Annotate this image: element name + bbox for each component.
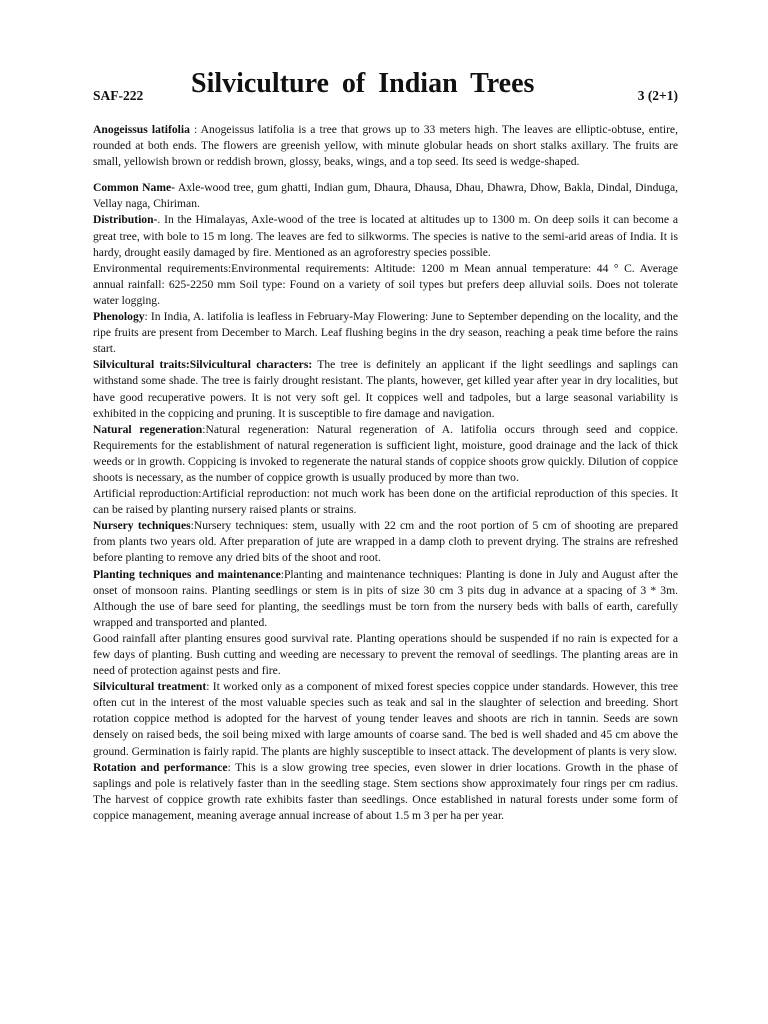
paragraph-text: :Nursery techniques: stem, usually with 22 cm and the root portion of 5 cm of shooting are prepared from plants two years old. After preparation of jute are wrapped in a damp cloth to prevent drying. The strains are refreshed before planting to remove any dried bits of the shoot and root. (93, 519, 678, 565)
page-title: Silviculture of Indian Trees (191, 68, 535, 99)
page-header (93, 66, 678, 106)
paragraph-silvicultural-treatment (93, 679, 678, 759)
paragraph-text: : Anogeissus latifolia is a tree that grows up to 33 meters high. The leaves are elliptic-obtuse, entire, rounded at both ends. The flowers are greenish yellow, with minute globular heads on short stalks axillary. The fruits are small, yellowish brown or reddish brown, glossy, beaks, wings, and a top seed. Its seed is wedge-shaped. (93, 123, 678, 169)
paragraph-description (93, 122, 678, 170)
paragraph-artificial-reproduction (93, 486, 678, 518)
paragraph-text: Good rainfall after planting ensures good survival rate. Planting operations should be suspended if no rain is expected for a few days of planting. Bush cutting and weeding are necessary to prevent the removal of seedlings. The planting areas are in need of protection against pests and fire. (93, 631, 678, 678)
paragraph-heading: Silvicultural traits:Silvicultural characters: (93, 358, 313, 372)
paragraph-text: : In India, A. latifolia is leafless in February-May Flowering: June to September depending on the locality, and the ripe fruits are present from December to March. Leaf flushing begins in the dry season, reaching a peak time before the rains start. (93, 310, 678, 356)
paragraph-nursery-techniques (93, 518, 678, 566)
course-credits: 3 (2+1) (637, 88, 678, 103)
paragraph-text: :Planting and maintenance techniques: Planting is done in July and August after the onset of monsoon rains. Planting seedlings or stem is in pits of size 30 cm 3 pits dug in advance at a spacing of 3 * 3m. Although the use of bare seed for planting, the seedlings must be torn from the nursery beds with balls of earth, carefully wrapped and transported and planted. (93, 567, 679, 629)
paragraph-heading: Nursery techniques (93, 519, 191, 533)
paragraph-heading: Phenology (93, 310, 145, 324)
paragraph-heading: Common Name- (93, 181, 176, 195)
paragraph-heading: Distribution- (93, 213, 158, 227)
paragraph-natural-regeneration (93, 422, 678, 486)
paragraph-text: : This is a slow growing tree species, even slower in drier locations. Growth in the phase of saplings and pole is relatively faster than in the seedling stage. Stem sections show approximately four rings per cm radius. The harvest of coppice growth rate exhibits faster than seedlings. Once established in natural forests under some form of coppice management, meaning average annual increase of about 1.5 m 3 per ha per year. (93, 760, 678, 822)
document-body (93, 122, 678, 824)
paragraph-heading: Rotation and performance (93, 760, 228, 774)
paragraph-text: :Natural regeneration: Natural regeneration of A. latifolia occurs through seed and coppice. Requirements for the establishment of natural regeneration is sufficient light, moisture, good drainage and the lack of thick weeds or in growth. Coppicing is invoked to regenerate the natural stands of coppice shoots grow quickly. Dilution of coppice shoots is necessary, as the number of coppice growth is usually produced by more than two. (93, 422, 678, 484)
paragraph-planting-techniques (93, 567, 678, 631)
paragraph-text: . In the Himalayas, Axle-wood of the tree is located at altitudes up to 1300 m. On deep soils it can become a great tree, with bole to 15 m long. The leaves are fed to silkworms. The species is native to the semi-arid areas of India. It is hardy, drought easily damaged by fire. Mentioned as an agroforestry species possible. (93, 213, 678, 259)
paragraph-heading: Natural regeneration (93, 422, 203, 436)
paragraph-distribution (93, 212, 678, 260)
paragraph-heading: Planting techniques and maintenance (93, 567, 281, 581)
paragraph-silvicultural-traits (93, 357, 678, 421)
course-code: SAF-222 (93, 88, 144, 103)
paragraph-common-name (93, 180, 678, 212)
paragraph-text: Axle-wood tree, gum ghatti, Indian gum, Dhaura, Dhausa, Dhau, Dhawra, Dhow, Bakla, Dindal, Dinduga, Vellay naga, Chiriman. (93, 181, 679, 211)
paragraph-phenology (93, 309, 678, 357)
paragraph-text: Artificial reproduction:Artificial reproduction: not much work has been done on the artificial reproduction of this species. It can be raised by planting nursery raised plants or strains. (93, 487, 678, 517)
paragraph-text: Environmental requirements:Environmental requirements: Altitude: 1200 m Mean annual temperature: 44 ° C. Average annual rainfall: 625-2250 mm Soil type: Found on a variety of soil types but prefers deep alluvial soils. Does not tolerate water logging. (93, 261, 678, 307)
paragraph-heading: Anogeissus latifolia (93, 123, 190, 136)
paragraph-text: : It worked only as a component of mixed forest species coppice under standards. However, this tree often cut in the interest of the most valuable species such as teak and sal in the slaughter of selection and breeding. Short rotation coppice method is adopted for the harvest of young tender leaves and shoots are rich in tannin. Seeds are sown densely on raised beds, the soil being mixed with large amounts of coarse sand. The bed is well shaded and 45 cm above the ground. Germination is fairly rapid. The plants are highly susceptible to insect attack. The development of plants is very slow. (93, 680, 678, 758)
paragraph-heading: Silvicultural treatment (93, 680, 207, 694)
paragraph-rainfall (93, 631, 678, 679)
paragraph-environmental-requirements (93, 261, 678, 309)
paragraph-rotation-performance (93, 760, 678, 824)
paragraph-text: The tree is definitely an applicant if the light seedlings and saplings can withstand some shade. The tree is fairly drought resistant. The plants, however, get killed year after year in dry localities, but have good recuperative powers. It is not very soft gel. It coppices well and tadpoles, but a large seasonal variability is exhibited in the coppicing and pruning. It is susceptible to fire damage and navigation. (93, 358, 678, 420)
